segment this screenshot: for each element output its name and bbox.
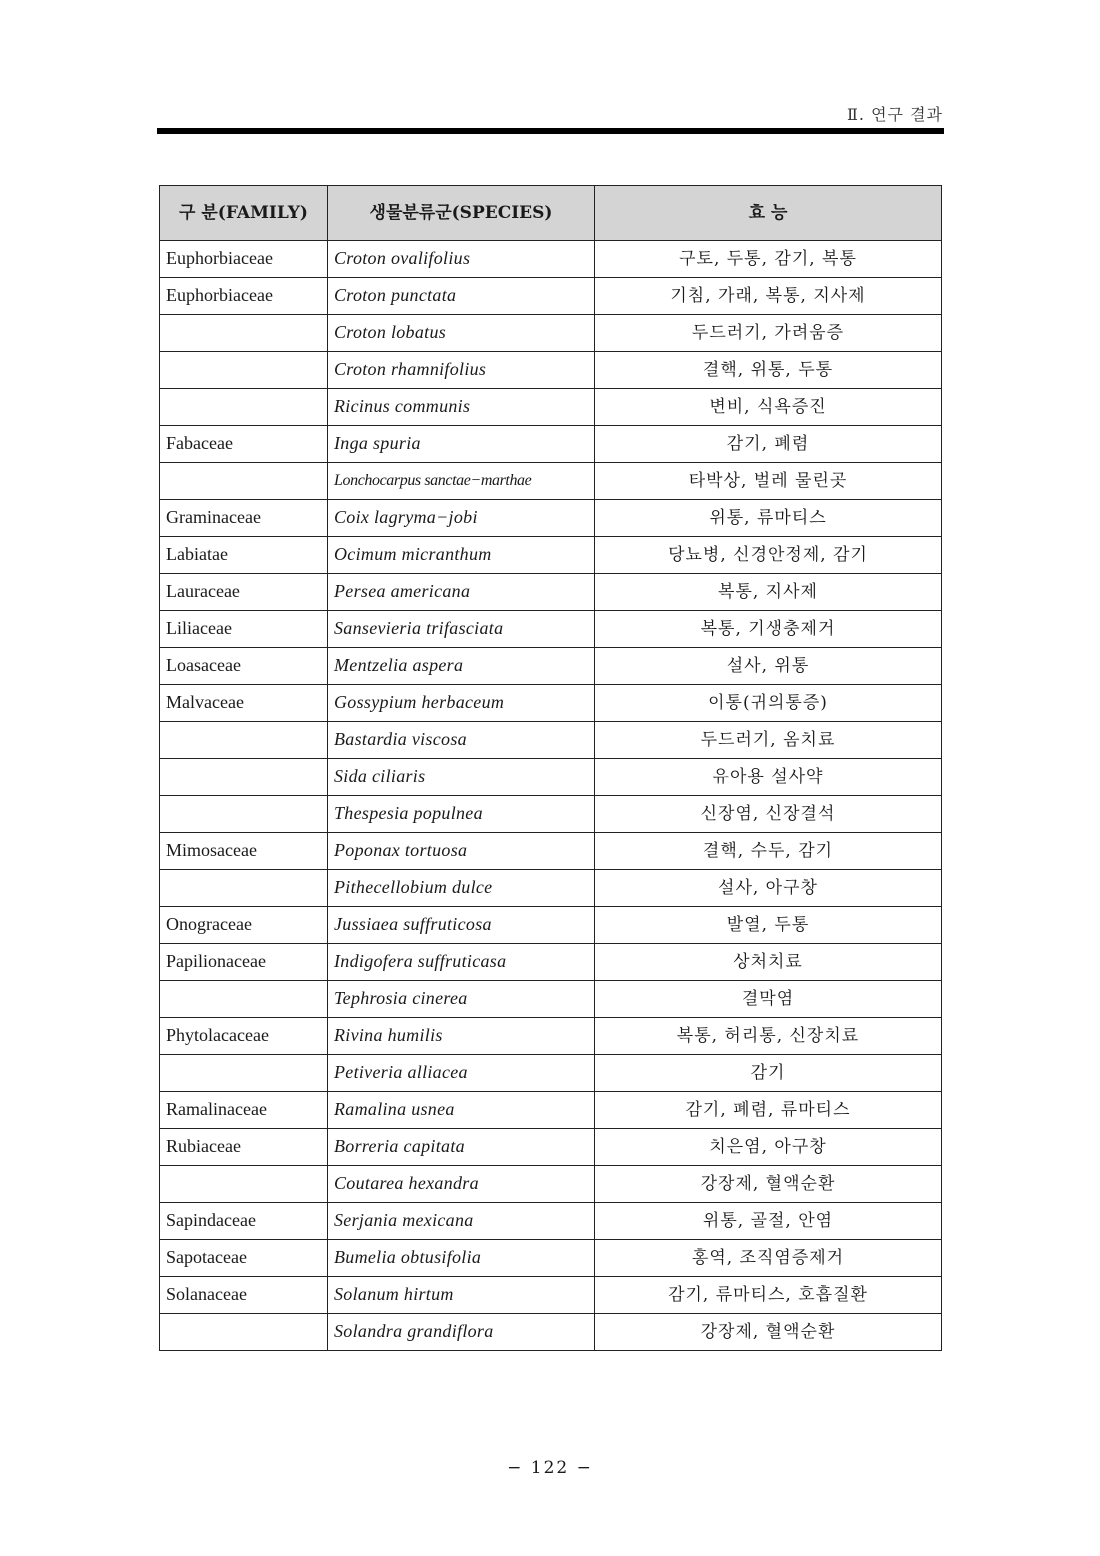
family-cell: Malvaceae — [160, 685, 328, 722]
table-row — [160, 833, 942, 870]
section-header: Ⅱ. 연구 결과 — [847, 105, 943, 124]
species-cell: Indigofera suffruticasa — [328, 944, 595, 981]
species-cell: Serjania mexicana — [328, 1203, 595, 1240]
column-header-species: 생물분류군(SPECIES) — [328, 186, 595, 241]
family-cell: Liliaceae — [160, 611, 328, 648]
table-row — [160, 759, 942, 796]
species-cell: Ricinus communis — [328, 389, 595, 426]
table-row — [160, 1055, 942, 1092]
table-row — [160, 944, 942, 981]
table-row — [160, 426, 942, 463]
species-cell: Thespesia populnea — [328, 796, 595, 833]
effect-cell: 타박상, 벌레 물린곳 — [595, 463, 942, 500]
effect-cell: 발열, 두통 — [595, 907, 942, 944]
table-row — [160, 981, 942, 1018]
effect-cell: 신장염, 신장결석 — [595, 796, 942, 833]
species-cell: Bumelia obtusifolia — [328, 1240, 595, 1277]
family-cell — [160, 981, 328, 1018]
effect-cell: 설사, 아구창 — [595, 870, 942, 907]
table-row — [160, 500, 942, 537]
family-cell: Sapotaceae — [160, 1240, 328, 1277]
table-row — [160, 685, 942, 722]
family-cell: Solanaceae — [160, 1277, 328, 1314]
family-cell: Rubiaceae — [160, 1129, 328, 1166]
family-cell: Fabaceae — [160, 426, 328, 463]
table-row — [160, 1203, 942, 1240]
table-row — [160, 1129, 942, 1166]
table-row — [160, 278, 942, 315]
species-cell: Coutarea hexandra — [328, 1166, 595, 1203]
header-rule — [157, 128, 944, 134]
species-cell: Coix lagryma−jobi — [328, 500, 595, 537]
species-cell: Gossypium herbaceum — [328, 685, 595, 722]
table-row — [160, 1277, 942, 1314]
table-row — [160, 389, 942, 426]
effect-cell: 감기, 폐렴 — [595, 426, 942, 463]
family-cell: Euphorbiaceae — [160, 278, 328, 315]
effect-cell: 감기 — [595, 1055, 942, 1092]
family-cell: Labiatae — [160, 537, 328, 574]
family-cell: Sapindaceae — [160, 1203, 328, 1240]
family-cell — [160, 463, 328, 500]
species-cell: Mentzelia aspera — [328, 648, 595, 685]
effect-cell: 두드러기, 옴치료 — [595, 722, 942, 759]
medicinal-plant-table — [159, 185, 942, 1351]
family-cell — [160, 1166, 328, 1203]
family-cell — [160, 796, 328, 833]
effect-cell: 복통, 기생충제거 — [595, 611, 942, 648]
effect-cell: 구토, 두통, 감기, 복통 — [595, 241, 942, 278]
species-cell: Lonchocarpus sanctae−marthae — [328, 463, 595, 500]
family-cell: Graminaceae — [160, 500, 328, 537]
species-cell: Ocimum micranthum — [328, 537, 595, 574]
table-row — [160, 611, 942, 648]
species-cell: Solanum hirtum — [328, 1277, 595, 1314]
family-cell: Loasaceae — [160, 648, 328, 685]
family-cell: Phytolacaceae — [160, 1018, 328, 1055]
family-cell: Euphorbiaceae — [160, 241, 328, 278]
species-cell: Persea americana — [328, 574, 595, 611]
effect-cell: 결핵, 수두, 감기 — [595, 833, 942, 870]
family-cell: Mimosaceae — [160, 833, 328, 870]
species-cell: Ramalina usnea — [328, 1092, 595, 1129]
table-row — [160, 907, 942, 944]
effect-cell: 결막염 — [595, 981, 942, 1018]
effect-cell: 변비, 식욕증진 — [595, 389, 942, 426]
family-cell — [160, 722, 328, 759]
species-cell: Sida ciliaris — [328, 759, 595, 796]
table-row — [160, 574, 942, 611]
family-cell: Onograceae — [160, 907, 328, 944]
species-cell: Inga spuria — [328, 426, 595, 463]
effect-cell: 강장제, 혈액순환 — [595, 1314, 942, 1351]
table-row — [160, 1018, 942, 1055]
species-cell: Tephrosia cinerea — [328, 981, 595, 1018]
effect-cell: 기침, 가래, 복통, 지사제 — [595, 278, 942, 315]
table-header-row — [160, 186, 942, 241]
species-cell: Croton punctata — [328, 278, 595, 315]
effect-cell: 치은염, 아구창 — [595, 1129, 942, 1166]
species-cell: Sansevieria trifasciata — [328, 611, 595, 648]
family-cell — [160, 1055, 328, 1092]
species-cell: Rivina humilis — [328, 1018, 595, 1055]
family-cell — [160, 389, 328, 426]
effect-cell: 강장제, 혈액순환 — [595, 1166, 942, 1203]
species-cell: Borreria capitata — [328, 1129, 595, 1166]
family-cell — [160, 352, 328, 389]
species-cell: Poponax tortuosa — [328, 833, 595, 870]
effect-cell: 설사, 위통 — [595, 648, 942, 685]
family-cell — [160, 870, 328, 907]
table-body — [160, 241, 942, 1351]
effect-cell: 위통, 골절, 안염 — [595, 1203, 942, 1240]
effect-cell: 복통, 지사제 — [595, 574, 942, 611]
column-header-family: 구 분(FAMILY) — [160, 186, 328, 241]
table-row — [160, 315, 942, 352]
family-cell: Papilionaceae — [160, 944, 328, 981]
table-row — [160, 870, 942, 907]
species-cell: Petiveria alliacea — [328, 1055, 595, 1092]
family-cell — [160, 315, 328, 352]
effect-cell: 당뇨병, 신경안정제, 감기 — [595, 537, 942, 574]
table-row — [160, 648, 942, 685]
table-row — [160, 352, 942, 389]
effect-cell: 복통, 허리통, 신장치료 — [595, 1018, 942, 1055]
family-cell: Lauraceae — [160, 574, 328, 611]
page-number: − 122 − — [507, 1458, 593, 1478]
effect-cell: 이통(귀의통증) — [595, 685, 942, 722]
effect-cell: 상처치료 — [595, 944, 942, 981]
table-row — [160, 1314, 942, 1351]
column-header-effect: 효 능 — [595, 186, 942, 241]
effect-cell: 위통, 류마티스 — [595, 500, 942, 537]
family-cell — [160, 759, 328, 796]
table-row — [160, 1092, 942, 1129]
table-row — [160, 463, 942, 500]
species-cell: Croton rhamnifolius — [328, 352, 595, 389]
table-row — [160, 1166, 942, 1203]
table-row — [160, 722, 942, 759]
effect-cell: 감기, 류마티스, 호흡질환 — [595, 1277, 942, 1314]
species-cell: Pithecellobium dulce — [328, 870, 595, 907]
species-cell: Jussiaea suffruticosa — [328, 907, 595, 944]
family-cell — [160, 1314, 328, 1351]
table-row — [160, 796, 942, 833]
effect-cell: 홍역, 조직염증제거 — [595, 1240, 942, 1277]
effect-cell: 두드러기, 가려움증 — [595, 315, 942, 352]
table-row — [160, 241, 942, 278]
table-row — [160, 537, 942, 574]
family-cell: Ramalinaceae — [160, 1092, 328, 1129]
species-cell: Croton lobatus — [328, 315, 595, 352]
effect-cell: 유아용 설사약 — [595, 759, 942, 796]
species-cell: Bastardia viscosa — [328, 722, 595, 759]
species-cell: Solandra grandiflora — [328, 1314, 595, 1351]
species-cell: Croton ovalifolius — [328, 241, 595, 278]
effect-cell: 결핵, 위통, 두통 — [595, 352, 942, 389]
table-row — [160, 1240, 942, 1277]
effect-cell: 감기, 폐렴, 류마티스 — [595, 1092, 942, 1129]
